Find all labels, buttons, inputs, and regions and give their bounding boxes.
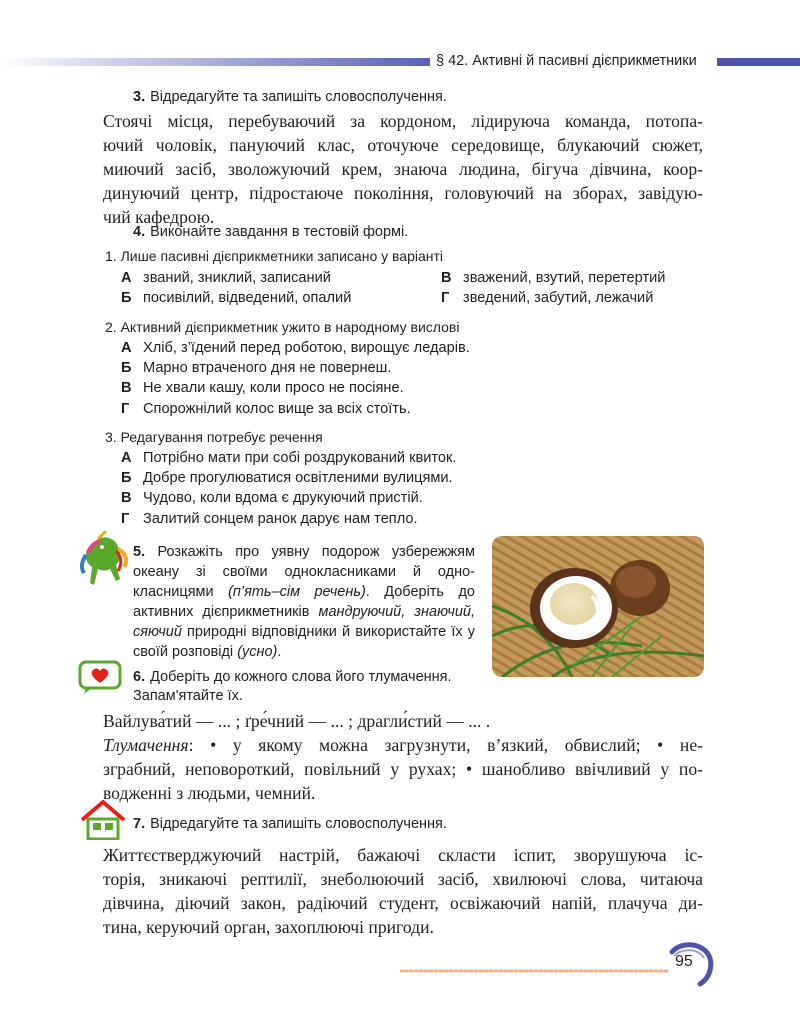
option-a: [121, 270, 331, 286]
question-1: 1. Лише пасивні дієприкметники записано у варіанті: [105, 248, 444, 264]
option-letter: Г: [121, 401, 130, 417]
option-text: Марно втраченого дня не повернеш.: [143, 360, 392, 376]
page-number: 95: [675, 953, 693, 970]
text-line: тина, керуючий орган, захоплюючі пригоди.: [103, 917, 434, 937]
option-g: [441, 290, 653, 306]
text-run: Розкажіть про уявну подорож узбережжям океану зі своїми однокласниками й однокласницями: [133, 544, 475, 600]
option-text: Не хвали кашу, коли просо не посіяне.: [143, 380, 404, 396]
option-letter: Б: [121, 360, 132, 376]
task-instruction: Відредагуйте та запишіть словосполучення.: [150, 89, 447, 105]
task-7-text: [103, 843, 703, 939]
task-instruction: Відредагуйте та запишіть словосполучення.: [150, 816, 447, 832]
option-v: [121, 380, 404, 396]
option-b: [121, 360, 391, 376]
text-run-italic: мандруючий, знаючий, сяючий: [133, 604, 475, 640]
option-letter: В: [441, 270, 452, 286]
option-letter: В: [121, 380, 132, 396]
option-g: [121, 401, 411, 417]
text-line: дівчина, діючий закон, радіючий студент, освіжаючий напій, плачуча ди-: [103, 893, 703, 913]
meaning-line: [103, 733, 703, 757]
option-a: [121, 340, 470, 356]
text-run: .: [277, 644, 282, 660]
task-3-heading: [133, 89, 447, 105]
task-3-text: [103, 109, 703, 229]
text-line: миючий засіб, зволожуючий крем, знаюча людина, бігуча дівчина, коор-: [103, 159, 703, 179]
option-v: [121, 490, 423, 506]
text-line: Життєстверджуючий настрій, бажаючі скласти іспит, зворушуюча іс-: [103, 845, 703, 865]
meaning-text: : • у якому можна загрузнути, в’язкий, обвислий; • не-: [188, 735, 703, 755]
words-line: Вайлува́тий — ... ; ґре́чний — ... ; драгли́стий — ... .: [103, 711, 491, 731]
text-run: . Доберіть до активних дієприкметників: [133, 584, 475, 620]
option-letter: Б: [121, 470, 132, 486]
home-icon: [80, 800, 126, 840]
option-text: Чудово, коли вдома є друкуючий пристій.: [143, 490, 423, 506]
option-text: Потрібно мати при собі роздрукований квиток.: [143, 450, 457, 466]
header-gradient-bar: [0, 58, 430, 66]
text-run-italic: (п’ять–сім речень): [228, 584, 366, 600]
option-text: Хліб, з’їдений перед роботою, вирощує ледарів.: [143, 340, 470, 356]
option-v: [441, 270, 665, 286]
task-number: 4.: [133, 224, 146, 240]
meaning-label: Тлумачення: [103, 735, 189, 755]
task-4-heading: [133, 224, 408, 240]
option-a: [121, 450, 456, 466]
task-number: 6.: [133, 669, 146, 685]
text-run: природні відповідники й використайте їх у своїй розповіді: [133, 624, 475, 660]
header-accent-bar: [717, 58, 800, 66]
option-letter: А: [121, 270, 132, 286]
coconut-photo: [492, 536, 704, 677]
task-6-heading: [133, 668, 452, 706]
task-instruction: Виконайте завдання в тестовій формі.: [150, 224, 409, 240]
option-letter: А: [121, 450, 132, 466]
option-text: Спорожнілий колос вище за всіх стоїть.: [143, 401, 411, 417]
text-line: торія, зникаючі рептилії, знеболюючий засіб, хвилюючі слова, читаюча: [103, 869, 703, 889]
task-instruction-line2: Запам'ятайте їх.: [133, 688, 243, 704]
option-text: посивілий, відведений, опалий: [143, 290, 352, 306]
running-header: [0, 54, 800, 70]
text-run-italic: (усно): [237, 644, 278, 660]
meaning-line: водженні з людьми, чемний.: [103, 783, 316, 803]
option-text: Залитий сонцем ранок дарує нам тепло.: [143, 511, 418, 527]
task-5-text: [133, 542, 475, 662]
task-number: 5.: [133, 544, 146, 560]
option-letter: А: [121, 340, 132, 356]
section-title: § 42. Активні й пасивні дієприкметники: [436, 53, 697, 69]
question-3: 3. Редагування потребує речення: [105, 429, 323, 445]
coconut-image: [492, 536, 704, 677]
option-letter: Г: [441, 290, 450, 306]
text-line: динуючий центр, підростаюче покоління, головуючий на зборах, завідую-: [103, 183, 703, 203]
task-number: 7.: [133, 816, 146, 832]
option-letter: Г: [121, 511, 130, 527]
option-text: зведений, забутий, лежачий: [463, 290, 654, 306]
footer-dotted-line: [400, 968, 670, 974]
meaning-line: зграбний, неповороткий, повільний у рухах; • шанобливо ввічливий у по-: [103, 759, 703, 779]
task-instruction: Доберіть до кожного слова його тлумачення.: [150, 669, 452, 685]
option-letter: В: [121, 490, 132, 506]
option-b: [121, 470, 453, 486]
task-6-text: [103, 709, 703, 805]
option-b: [121, 290, 351, 306]
option-text: званий, зниклий, записаний: [143, 270, 331, 286]
text-line: чий кафедрою.: [103, 207, 215, 227]
heart-speech-icon: [78, 660, 122, 694]
question-2: 2. Активний дієприкметник ужито в народному вислові: [105, 319, 460, 335]
option-g: [121, 511, 418, 527]
unicorn-icon: [76, 531, 132, 591]
option-text: Добре прогулюватися освітленими вулицями.: [143, 470, 453, 486]
text-line: ючий чоловік, пануючий клас, оточуюче середовище, блукаючий сюжет,: [103, 135, 703, 155]
option-text: зважений, взутий, перетертий: [463, 270, 666, 286]
task-number: 3.: [133, 89, 146, 105]
task-7-heading: [133, 816, 447, 832]
text-line: Стоячі місця, перебуваючий за кордоном, лідируюча команда, потопа-: [103, 111, 703, 131]
option-letter: Б: [121, 290, 132, 306]
